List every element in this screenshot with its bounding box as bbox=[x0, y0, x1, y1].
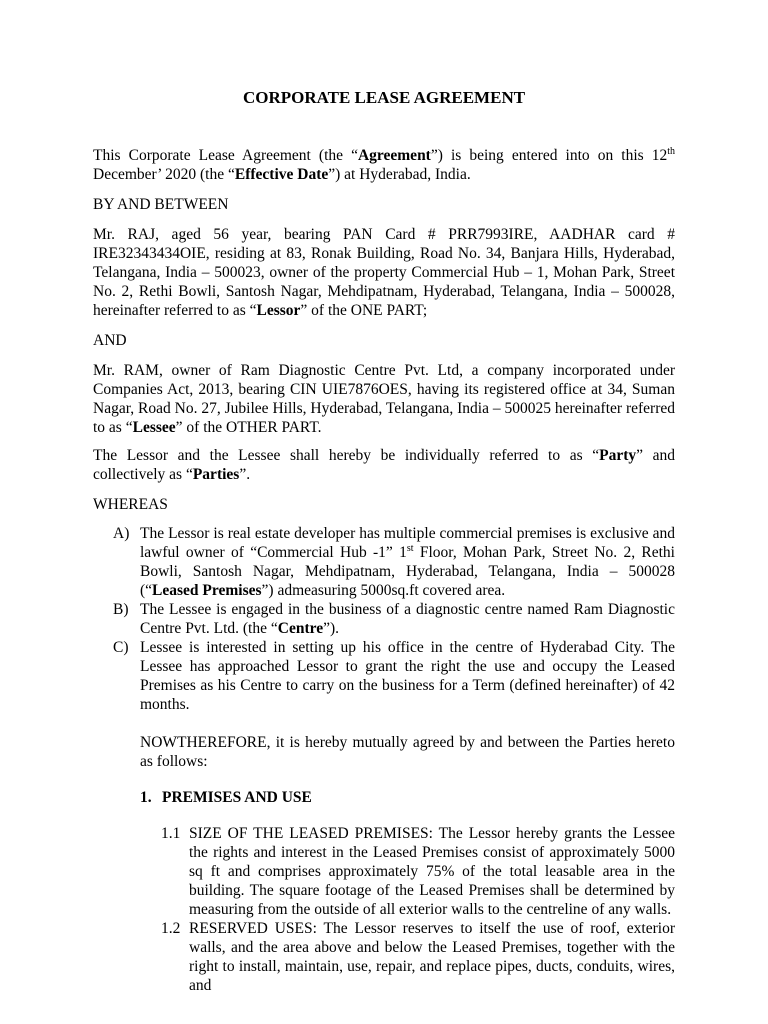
subsection-text: RESERVED USES: The Lessor reserves to itself the use of roof, exterior walls, and the area above and below the Leased Premises, together with the right to install, maintain, use, repair, and replace pipes, ducts, conduits, wires, and bbox=[189, 920, 675, 994]
parties-paragraph bbox=[93, 446, 675, 484]
recital-label: C) bbox=[113, 639, 129, 656]
recital-a bbox=[113, 524, 675, 600]
leased-premises-term: Leased Premises bbox=[152, 582, 262, 599]
section-number: 1. bbox=[140, 789, 152, 806]
recital-b-text-2: ”). bbox=[323, 620, 340, 637]
recital-a-text-1: The Lessor is real estate developer has multiple commercial premises is exclusive and lawful owner of “Commercial Hub -1” 1 bbox=[140, 525, 675, 561]
intro-ordinal-suffix: th bbox=[667, 145, 675, 157]
intro-effective-date-term: Effective Date bbox=[234, 166, 329, 183]
recital-a-text-3: ”) admeasuring 5000sq.ft covered area. bbox=[261, 582, 506, 599]
and-heading: AND bbox=[93, 332, 127, 349]
lessee-paragraph bbox=[93, 361, 675, 437]
party-term: Party bbox=[599, 447, 637, 464]
lessor-text-2: ” of the ONE PART; bbox=[300, 302, 428, 319]
whereas-heading: WHEREAS bbox=[93, 496, 168, 513]
lessee-term: Lessee bbox=[132, 419, 176, 436]
parties-text-2: ” and collectively as “ bbox=[93, 447, 675, 483]
section-heading bbox=[140, 788, 675, 807]
recital-text: Lessee is interested in setting up his office in the centre of Hyderabad City. The Lessee has approached Lessor to grant the right the use and occupy the Leased Premises as his Centre to carry on the business for a Term (defined hereinafter) of 42 months. bbox=[140, 639, 675, 713]
recital-label: B) bbox=[113, 601, 129, 618]
recital-text bbox=[140, 600, 675, 638]
parties-term: Parties bbox=[192, 466, 240, 483]
intro-text-1: This Corporate Lease Agreement (the “ bbox=[93, 147, 358, 164]
intro-text-3: December’ 2020 (the “ bbox=[93, 166, 235, 183]
now-therefore-paragraph: NOWTHEREFORE, it is hereby mutually agreed by and between the Parties hereto as follows: bbox=[140, 734, 675, 770]
subsection-number: 1.2 bbox=[161, 920, 181, 937]
subsection-item bbox=[161, 919, 675, 995]
document-title: CORPORATE LEASE AGREEMENT bbox=[242, 88, 526, 107]
recitals-list bbox=[93, 524, 675, 714]
parties-text-3: ”. bbox=[239, 466, 251, 483]
intro-paragraph bbox=[93, 146, 675, 184]
recital-text bbox=[140, 524, 675, 600]
lessee-text-2: ” of the OTHER PART. bbox=[175, 419, 322, 436]
recital-a-ordinal-suffix: st bbox=[406, 542, 414, 554]
lessor-term: Lessor bbox=[256, 302, 301, 319]
subsection-list bbox=[161, 824, 675, 995]
lessor-text-1: Mr. RAJ, aged 56 year, bearing PAN Card # PRR7993IRE, AADHAR card # IRE32343434OIE, residing at 83, Ronak Building, Road No. 34, Banjara Hills, Hyderabad, Telangana, India – 500023, owner of the property Commercial Hub – 1, Mohan Park, Street No. 2, Rethi Bowli, Santosh Nagar, Mehdipatnam, Hyderabad, Telangana, India – 500028, hereinafter referred to as “ bbox=[93, 226, 675, 319]
lessee-text-1: Mr. RAM, owner of Ram Diagnostic Centre Pvt. Ltd, a company incorporated under Companies Act, 2013, bearing CIN UIE7876OES, having its registered office at 34, Suman Nagar, Road No. 27, Jubilee Hills, Hyderabad, Telangana, India – 500025 hereinafter referred to as “ bbox=[93, 362, 675, 436]
subsection-text: SIZE OF THE LEASED PREMISES: The Lessor hereby grants the Lessee the rights and interest in the Leased Premises consist of approximately 5000 sq ft and comprises approximately 75% of the total leasable area in the building. The square footage of the Leased Premises shall be determined by measuring from the outside of all exterior walls to the centreline of any walls. bbox=[189, 825, 675, 918]
intro-agreement-term: Agreement bbox=[357, 147, 431, 164]
recital-b bbox=[113, 600, 675, 638]
recital-b-text-1: The Lessee is engaged in the business of a diagnostic centre named Ram Diagnostic Centre Pvt. Ltd. (the “ bbox=[140, 601, 675, 637]
subsection-number: 1.1 bbox=[161, 825, 181, 842]
recital-c bbox=[113, 638, 675, 714]
intro-text-2: ”) is being entered into on this 12 bbox=[430, 147, 668, 164]
subsection-item bbox=[161, 824, 675, 919]
parties-text-1: The Lessor and the Lessee shall hereby be individually referred to as “ bbox=[93, 447, 600, 464]
section-title: PREMISES AND USE bbox=[162, 789, 312, 806]
intro-text-4: ”) at Hyderabad, India. bbox=[328, 166, 471, 183]
lessor-paragraph bbox=[93, 225, 675, 320]
recital-label: A) bbox=[113, 525, 130, 542]
by-and-between-heading: BY AND BETWEEN bbox=[93, 196, 229, 213]
recital-a-text-2: Floor, Mohan Park, Street No. 2, Rethi Bowli, Santosh Nagar, Mehdipatnam, Hyderabad, Telangana, India – 500028 (“ bbox=[140, 544, 675, 599]
centre-term: Centre bbox=[277, 620, 324, 637]
